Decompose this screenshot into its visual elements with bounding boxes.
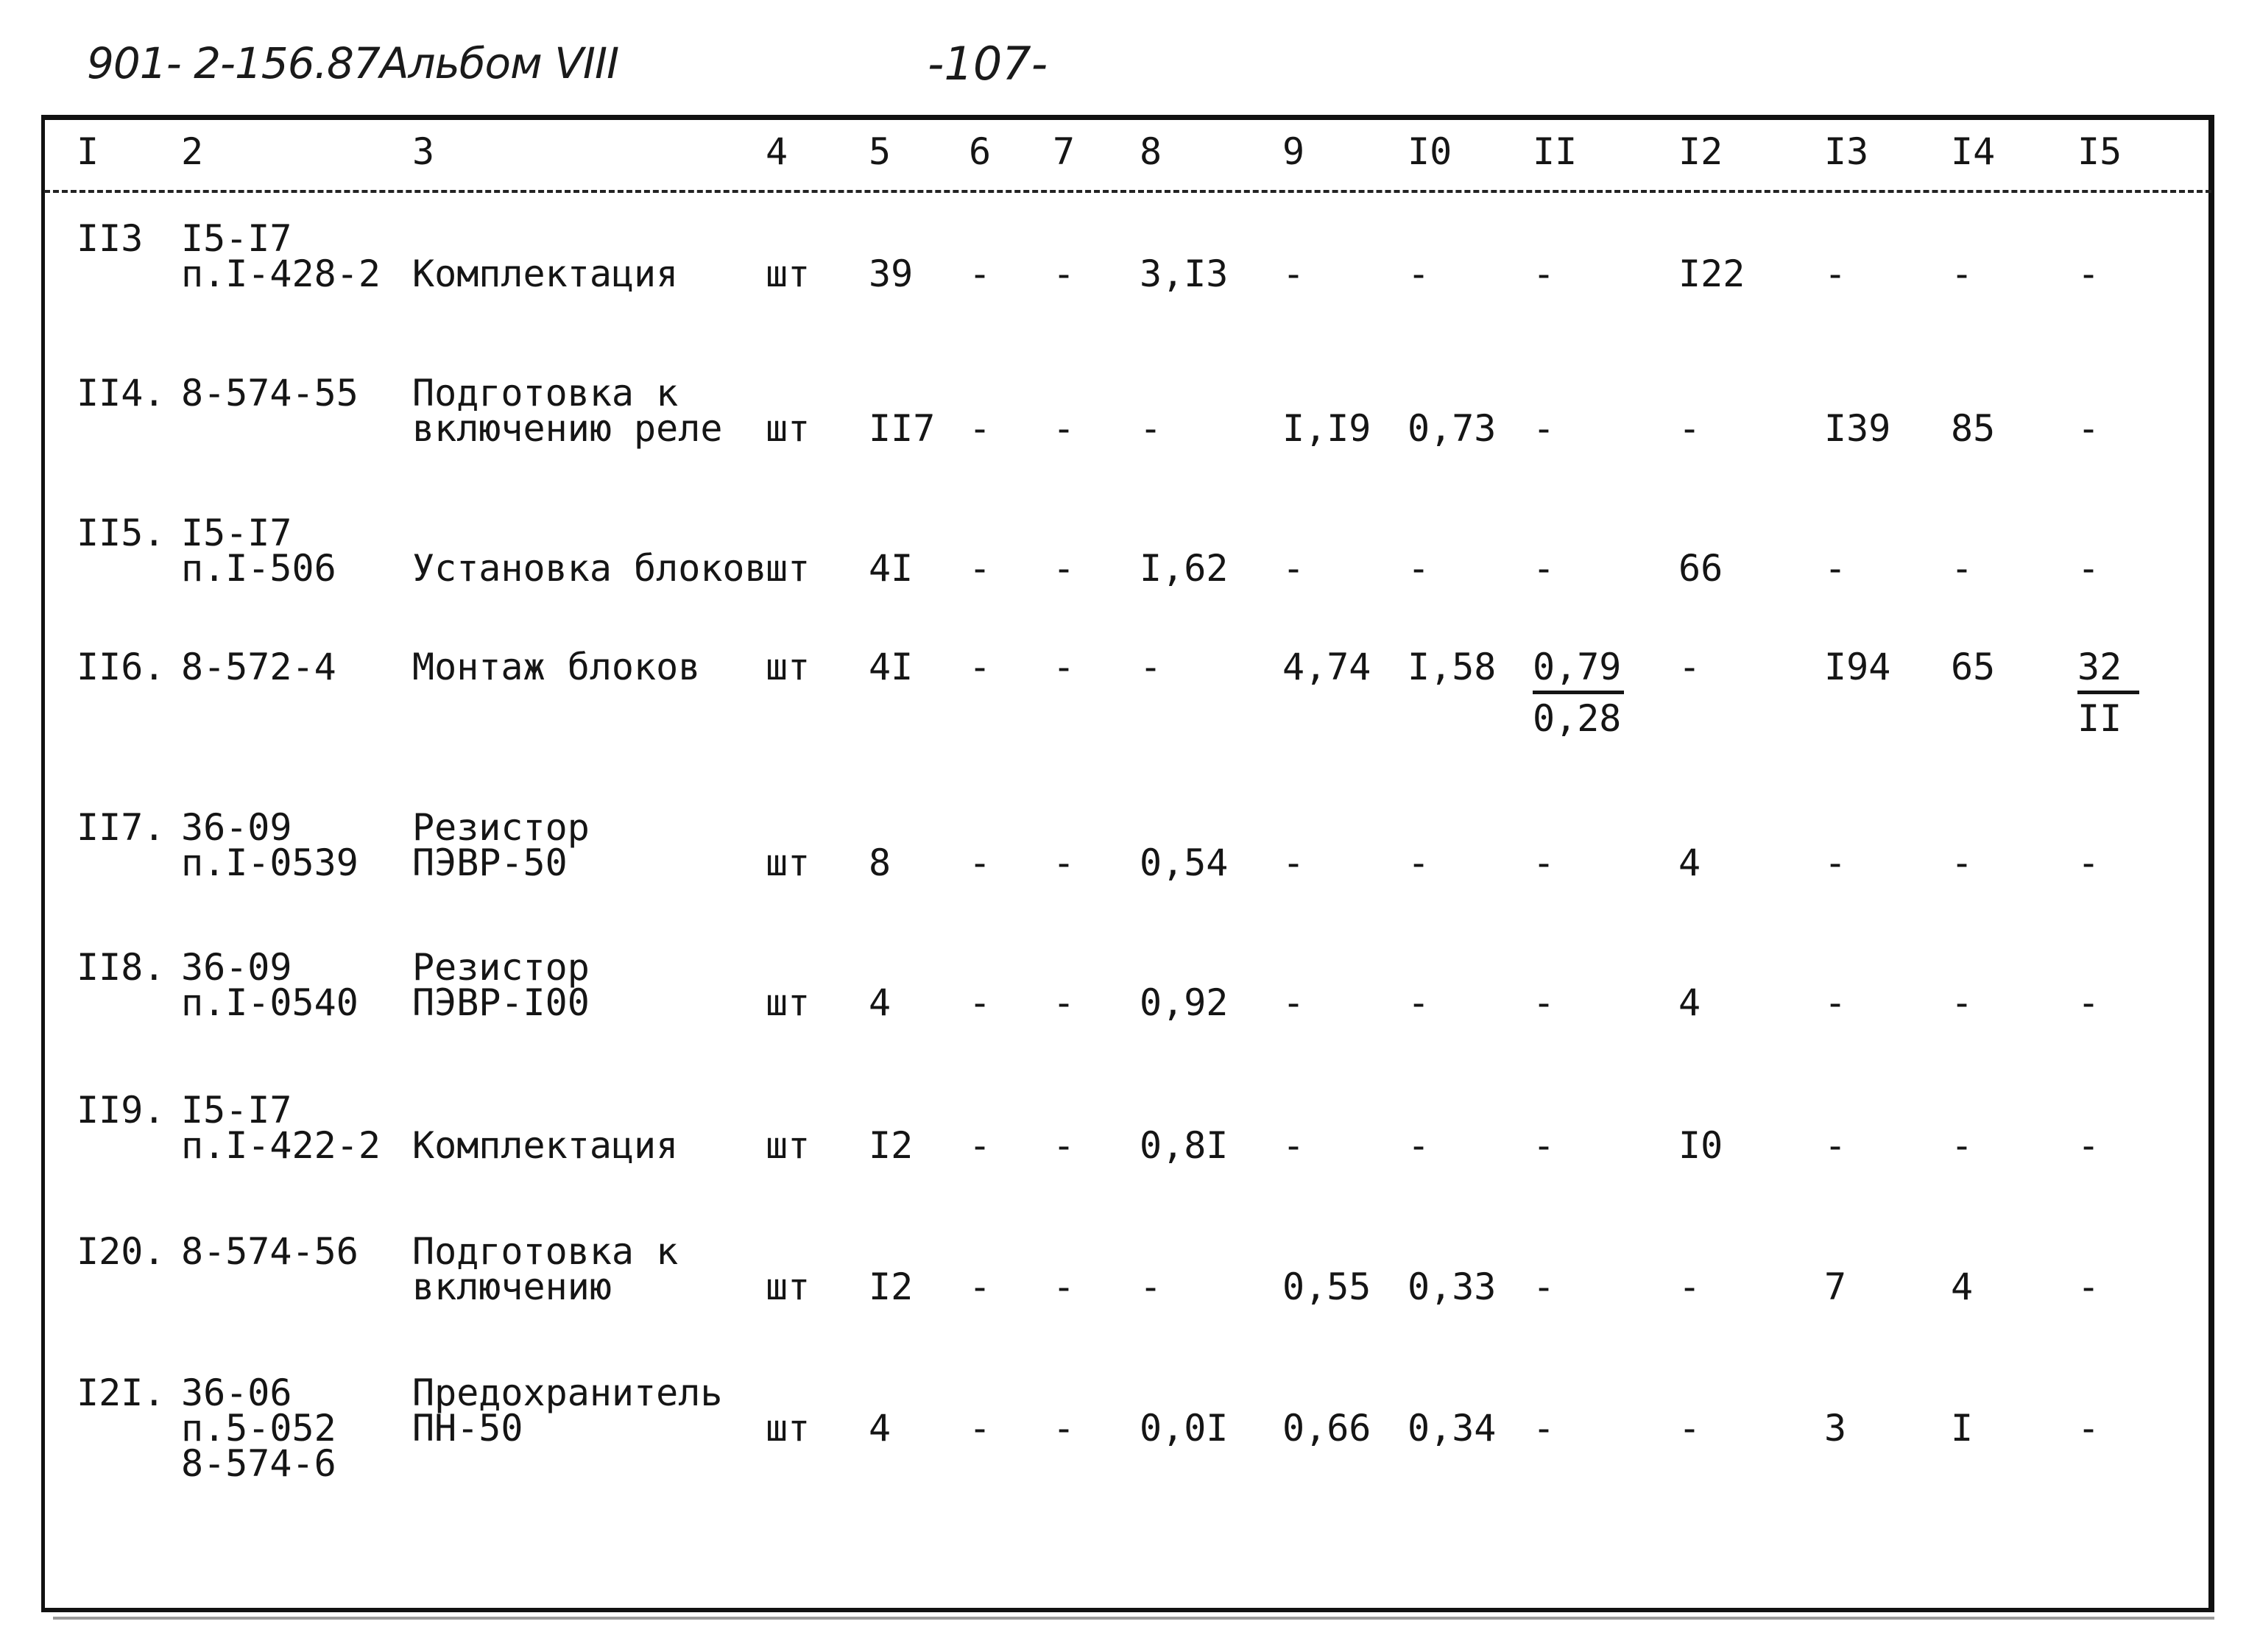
value-cell: - xyxy=(2077,253,2100,295)
value-cell: - xyxy=(1408,981,1430,1024)
work-name: ПЭВР-I00 xyxy=(412,981,590,1024)
value-cell: - xyxy=(1140,646,1162,688)
value-cell: - xyxy=(969,253,992,295)
value-cell: 0,66 xyxy=(1282,1407,1371,1450)
value-cell: - xyxy=(1053,407,1076,450)
value-cell: 4 xyxy=(1951,1266,1974,1308)
value-cell: - xyxy=(1053,841,1076,884)
value-cell: - xyxy=(1053,1266,1076,1308)
value-cell: - xyxy=(1951,1124,1974,1167)
row-number: I20. xyxy=(77,1230,166,1273)
value-cell: - xyxy=(1140,407,1162,450)
normative-code: I5-I7 xyxy=(181,1089,292,1132)
value-cell: 4 xyxy=(1678,981,1701,1024)
value-cell: I94 xyxy=(1824,646,1891,688)
fraction-line xyxy=(1533,691,1624,694)
column-header: 5 xyxy=(869,130,891,173)
value-cell: 66 xyxy=(1678,547,1723,590)
unit-cell: шт xyxy=(766,407,811,450)
value-cell: 4,74 xyxy=(1282,646,1371,688)
fraction-numerator: 32 xyxy=(2077,646,2122,688)
normative-code: I5-I7 xyxy=(181,217,292,260)
value-cell: - xyxy=(1408,1124,1430,1167)
fraction-denominator: 0,28 xyxy=(1533,697,1622,740)
value-cell: - xyxy=(1053,1124,1076,1167)
work-name: включению xyxy=(412,1266,612,1308)
value-cell: - xyxy=(969,646,992,688)
unit-cell: шт xyxy=(766,981,811,1024)
value-cell: - xyxy=(1951,841,1974,884)
value-cell: - xyxy=(1282,253,1305,295)
value-cell: 0,92 xyxy=(1140,981,1229,1024)
normative-code: 36-09 xyxy=(181,946,292,989)
value-cell: - xyxy=(1408,841,1430,884)
value-cell: I2 xyxy=(869,1266,914,1308)
row-number: II4. xyxy=(77,372,166,414)
normative-code: 8-574-55 xyxy=(181,372,359,414)
column-header: 8 xyxy=(1140,130,1162,173)
value-cell: I0 xyxy=(1678,1124,1723,1167)
value-cell: - xyxy=(2077,1407,2100,1450)
value-cell: - xyxy=(1951,253,1974,295)
normative-code: п.I-422-2 xyxy=(181,1124,381,1167)
document-code: 901- 2-156.87Альбом VIII xyxy=(87,38,619,88)
work-name: Монтаж блоков xyxy=(412,646,701,688)
normative-code: I5-I7 xyxy=(181,512,292,554)
work-name: включению реле xyxy=(412,407,723,450)
column-header: I5 xyxy=(2077,130,2122,173)
value-cell: - xyxy=(1053,253,1076,295)
column-header: I3 xyxy=(1824,130,1869,173)
value-cell: - xyxy=(1533,981,1555,1024)
value-cell: - xyxy=(969,1124,992,1167)
unit-cell: шт xyxy=(766,841,811,884)
value-cell: 0,73 xyxy=(1408,407,1497,450)
normative-code: п.I-428-2 xyxy=(181,253,381,295)
work-name: Предохранитель xyxy=(412,1372,723,1414)
row-number: II7. xyxy=(77,806,166,849)
value-cell: 0,54 xyxy=(1140,841,1229,884)
value-cell: - xyxy=(969,1407,992,1450)
column-header: I xyxy=(77,130,99,173)
column-header: 6 xyxy=(969,130,992,173)
value-cell: - xyxy=(1053,1407,1076,1450)
value-cell: - xyxy=(1533,1266,1555,1308)
value-cell: - xyxy=(1824,547,1847,590)
value-cell: - xyxy=(969,407,992,450)
work-name: ПН-50 xyxy=(412,1407,523,1450)
value-cell: - xyxy=(2077,547,2100,590)
value-cell: - xyxy=(1053,981,1076,1024)
work-name: Комплектация xyxy=(412,253,679,295)
value-cell: - xyxy=(1408,253,1430,295)
normative-code: 8-574-6 xyxy=(181,1442,336,1485)
value-cell: - xyxy=(1533,407,1555,450)
value-cell: 4 xyxy=(869,1407,891,1450)
work-name: ПЭВР-50 xyxy=(412,841,568,884)
row-number: I2I. xyxy=(77,1372,166,1414)
normative-code: 36-06 xyxy=(181,1372,292,1414)
row-number: II6. xyxy=(77,646,166,688)
fraction-line xyxy=(2077,691,2139,694)
value-cell: I2 xyxy=(869,1124,914,1167)
value-cell: 3,I3 xyxy=(1140,253,1229,295)
work-name: Установка блоков xyxy=(412,547,767,590)
column-header: 2 xyxy=(181,130,204,173)
value-cell: 39 xyxy=(869,253,914,295)
normative-code: п.5-052 xyxy=(181,1407,336,1450)
column-header: I4 xyxy=(1951,130,1996,173)
column-header: 9 xyxy=(1282,130,1305,173)
value-cell: - xyxy=(2077,407,2100,450)
value-cell: I22 xyxy=(1678,253,1745,295)
value-cell: 0,8I xyxy=(1140,1124,1229,1167)
value-cell: - xyxy=(1533,253,1555,295)
fraction-numerator: 0,79 xyxy=(1533,646,1622,688)
column-header: II xyxy=(1533,130,1578,173)
value-cell: 4I xyxy=(869,646,914,688)
work-name: Подготовка к xyxy=(412,372,679,414)
table-frame xyxy=(41,115,2214,1612)
work-name: Резистор xyxy=(412,806,590,849)
work-name: Подготовка к xyxy=(412,1230,679,1273)
page-number: -107- xyxy=(928,37,1048,91)
unit-cell: шт xyxy=(766,1266,811,1308)
value-cell: - xyxy=(1824,1124,1847,1167)
value-cell: I xyxy=(1951,1407,1974,1450)
value-cell: - xyxy=(1282,547,1305,590)
value-cell: - xyxy=(2077,981,2100,1024)
header-divider xyxy=(44,190,2211,193)
value-cell: - xyxy=(1824,841,1847,884)
value-cell: - xyxy=(1140,1266,1162,1308)
column-header: I0 xyxy=(1408,130,1452,173)
value-cell: 7 xyxy=(1824,1266,1847,1308)
value-cell: - xyxy=(969,1266,992,1308)
value-cell: - xyxy=(1678,407,1701,450)
column-header: 7 xyxy=(1053,130,1076,173)
value-cell: - xyxy=(969,547,992,590)
value-cell: - xyxy=(1951,547,1974,590)
value-cell: - xyxy=(1678,1266,1701,1308)
column-header: 3 xyxy=(412,130,435,173)
value-cell: - xyxy=(1824,981,1847,1024)
value-cell: - xyxy=(1282,981,1305,1024)
value-cell: 8 xyxy=(869,841,891,884)
frame-edge xyxy=(53,1617,2214,1620)
value-cell: 4 xyxy=(869,981,891,1024)
unit-cell: шт xyxy=(766,547,811,590)
row-number: II9. xyxy=(77,1089,166,1132)
unit-cell: шт xyxy=(766,1407,811,1450)
value-cell: - xyxy=(1824,253,1847,295)
column-header: 4 xyxy=(766,130,788,173)
value-cell: - xyxy=(1533,841,1555,884)
value-cell: 4I xyxy=(869,547,914,590)
normative-code: 36-09 xyxy=(181,806,292,849)
value-cell: 4 xyxy=(1678,841,1701,884)
value-cell: I,62 xyxy=(1140,547,1229,590)
value-cell: 0,55 xyxy=(1282,1266,1371,1308)
row-number: II3 xyxy=(77,217,144,260)
work-name: Резистор xyxy=(412,946,590,989)
value-cell: 0,33 xyxy=(1408,1266,1497,1308)
fraction-denominator: II xyxy=(2077,697,2122,740)
row-number: II5. xyxy=(77,512,166,554)
unit-cell: шт xyxy=(766,253,811,295)
normative-code: п.I-0540 xyxy=(181,981,359,1024)
normative-code: 8-574-56 xyxy=(181,1230,359,1273)
value-cell: - xyxy=(2077,841,2100,884)
value-cell: 85 xyxy=(1951,407,1996,450)
value-cell: I,58 xyxy=(1408,646,1497,688)
value-cell: - xyxy=(1533,547,1555,590)
value-cell: I39 xyxy=(1824,407,1891,450)
value-cell: - xyxy=(1533,1407,1555,1450)
value-cell: - xyxy=(1053,547,1076,590)
value-cell: 3 xyxy=(1824,1407,1847,1450)
value-cell: - xyxy=(969,981,992,1024)
value-cell: I,I9 xyxy=(1282,407,1371,450)
value-cell: - xyxy=(2077,1124,2100,1167)
value-cell: - xyxy=(1951,981,1974,1024)
column-header: I2 xyxy=(1678,130,1723,173)
row-number: II8. xyxy=(77,946,166,989)
value-cell: II7 xyxy=(869,407,936,450)
value-cell: - xyxy=(2077,1266,2100,1308)
value-cell: - xyxy=(1678,1407,1701,1450)
normative-code: п.I-0539 xyxy=(181,841,359,884)
unit-cell: шт xyxy=(766,646,811,688)
normative-code: 8-572-4 xyxy=(181,646,336,688)
value-cell: - xyxy=(1408,547,1430,590)
normative-code: п.I-506 xyxy=(181,547,336,590)
value-cell: - xyxy=(1053,646,1076,688)
unit-cell: шт xyxy=(766,1124,811,1167)
value-cell: 0,34 xyxy=(1408,1407,1497,1450)
value-cell: 0,0I xyxy=(1140,1407,1229,1450)
value-cell: - xyxy=(1282,1124,1305,1167)
value-cell: - xyxy=(1282,841,1305,884)
value-cell: - xyxy=(1533,1124,1555,1167)
value-cell: - xyxy=(1678,646,1701,688)
value-cell: - xyxy=(969,841,992,884)
work-name: Комплектация xyxy=(412,1124,679,1167)
value-cell: 65 xyxy=(1951,646,1996,688)
